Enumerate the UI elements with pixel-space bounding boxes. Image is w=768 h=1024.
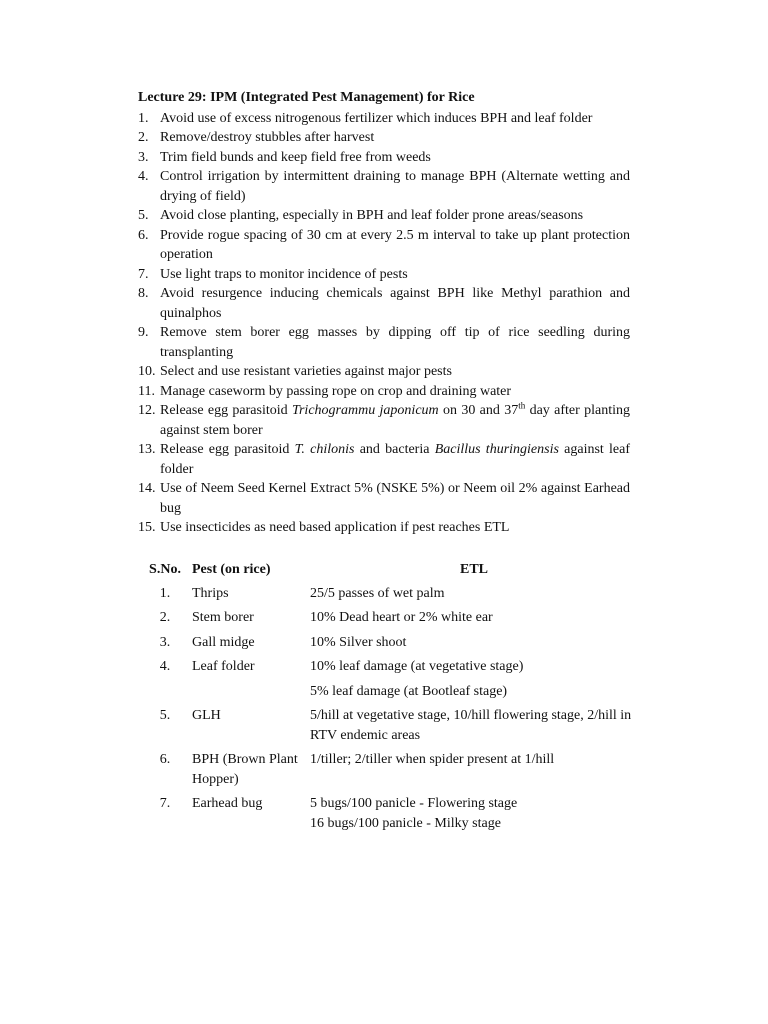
list-item <box>138 226 630 265</box>
cell-etl: 10% Dead heart or 2% white ear <box>310 610 493 625</box>
cell-etl: 10% Silver shoot <box>310 634 407 650</box>
list-number: 13. <box>138 442 156 457</box>
table-row <box>138 657 638 682</box>
list-item <box>138 323 630 362</box>
list-number: 15. <box>138 520 156 535</box>
text-run: on 30 and 37 <box>438 403 519 418</box>
cell-sno: 2. <box>159 610 171 625</box>
list-number: 12. <box>138 403 156 418</box>
list-item <box>138 362 630 382</box>
document-page <box>138 88 630 538</box>
table-row <box>138 706 638 750</box>
text-run: against leaf folder <box>160 442 631 477</box>
list-number: 14. <box>138 481 156 496</box>
cell-pest: Stem borer <box>192 610 254 625</box>
list-text: Avoid use of excess nitrogenous fertilizer which induces BPH and leaf folder <box>160 110 593 126</box>
list-text: Use light traps to monitor incidence of pests <box>160 266 408 282</box>
list-number: 3. <box>138 149 149 165</box>
list-item <box>138 479 630 518</box>
cell-sno: 3. <box>159 634 171 650</box>
list-text: Trim field bunds and keep field free from weeds <box>160 149 431 165</box>
list-number: 1. <box>138 110 149 126</box>
cell-pest: Thrips <box>192 585 229 601</box>
cell-sno: 5. <box>159 708 171 723</box>
cell-etl: 5% leaf damage (at Bootleaf stage) <box>310 683 508 699</box>
list-text <box>160 440 630 479</box>
table-header-row <box>138 560 638 584</box>
list-item <box>138 401 630 440</box>
table-row <box>138 750 638 794</box>
cell-pest: Earhead bug <box>192 796 263 811</box>
lecture-topic: IPM (Integrated Pest Management) for Rice <box>210 90 475 105</box>
cell-sno: 1. <box>159 585 171 601</box>
list-item <box>138 265 630 285</box>
cell-pest <box>192 682 310 707</box>
list-item <box>138 284 630 323</box>
list-number: 7. <box>138 266 149 282</box>
species-name: Trichogrammu japonicum <box>291 403 439 418</box>
list-number: 11. <box>138 383 155 399</box>
list-text: Use insecticides as need based application if pest reaches ETL <box>160 520 510 535</box>
cell-sno: 6. <box>159 752 171 767</box>
list-text: Avoid close planting, especially in BPH and leaf folder prone areas/seasons <box>160 208 584 223</box>
species-name: Bacillus thuringiensis <box>434 442 559 457</box>
cell-etl <box>310 794 638 838</box>
cell-etl: 10% leaf damage (at vegetative stage) <box>310 659 524 674</box>
table-row <box>138 608 638 633</box>
etl-table <box>138 560 638 838</box>
table-row <box>138 633 638 658</box>
text-run: Release egg parasitoid <box>160 442 295 457</box>
cell-etl: 5/hill at vegetative stage, 10/hill flowering stage, 2/hill in RTV endemic areas <box>310 708 632 743</box>
species-name: T. chilonis <box>294 442 355 457</box>
cell-pest: Leaf folder <box>192 659 255 674</box>
cell-pest: GLH <box>192 708 221 723</box>
list-text: Use of Neem Seed Kernel Extract 5% (NSKE 5%) or Neem oil 2% against Earhead bug <box>160 481 630 516</box>
list-item <box>138 206 630 226</box>
cell-pest: Gall midge <box>192 634 255 650</box>
superscript: th <box>518 400 526 411</box>
lecture-number: Lecture 29 <box>138 90 202 105</box>
list-item <box>138 128 630 148</box>
cell-etl: 25/5 passes of wet palm <box>310 585 445 601</box>
column-header-pest: Pest (on rice) <box>192 562 271 577</box>
column-header-sno: S.No. <box>149 562 181 577</box>
list-item <box>138 109 630 129</box>
table-row <box>138 584 638 609</box>
list-number: 10. <box>138 364 156 379</box>
text-run: and bacteria <box>354 442 435 457</box>
list-text: Remove/destroy stubbles after harvest <box>160 130 375 145</box>
column-header-etl: ETL <box>459 562 488 577</box>
table-row <box>138 794 638 838</box>
list-number: 9. <box>138 325 149 340</box>
table-row <box>138 682 638 707</box>
list-text: Remove stem borer egg masses by dipping off tip of rice seedling during transplanting <box>160 325 630 360</box>
list-number: 2. <box>138 130 149 145</box>
list-text: Avoid resurgence inducing chemicals against BPH like Methyl parathion and quinalphos <box>160 286 630 321</box>
cell-pest: BPH (Brown Plant Hopper) <box>192 752 298 787</box>
list-number: 4. <box>138 169 149 184</box>
list-text: Select and use resistant varieties against major pests <box>160 364 452 379</box>
list-item <box>138 440 630 479</box>
list-item <box>138 148 630 168</box>
list-number: 8. <box>138 286 149 301</box>
text-run: Release egg parasitoid <box>160 403 292 418</box>
list-item <box>138 382 630 402</box>
list-text: Manage caseworm by passing rope on crop and draining water <box>160 383 512 399</box>
cell-etl: 1/tiller; 2/tiller when spider present at 1/hill <box>310 752 555 767</box>
cell-sno: 7. <box>159 796 171 811</box>
text-run: day after planting against stem borer <box>160 403 631 438</box>
list-number: 6. <box>138 227 149 243</box>
ipm-points-list <box>138 109 630 538</box>
list-number: 5. <box>138 208 149 223</box>
etl-line: 5 bugs/100 panicle - Flowering stage <box>310 796 518 811</box>
title-separator: : <box>201 90 211 105</box>
list-item <box>138 167 630 206</box>
cell-sno: 4. <box>159 659 171 674</box>
list-text: Provide rogue spacing of 30 cm at every 2.5 m interval to take up plant protection operation <box>160 227 630 262</box>
etl-line: 16 bugs/100 panicle - Milky stage <box>310 815 501 831</box>
list-text <box>160 401 630 440</box>
list-text: Control irrigation by intermittent draining to manage BPH (Alternate wetting and drying of field) <box>160 169 630 204</box>
page-title <box>138 88 630 108</box>
cell-sno <box>138 682 192 707</box>
list-item <box>138 518 630 538</box>
